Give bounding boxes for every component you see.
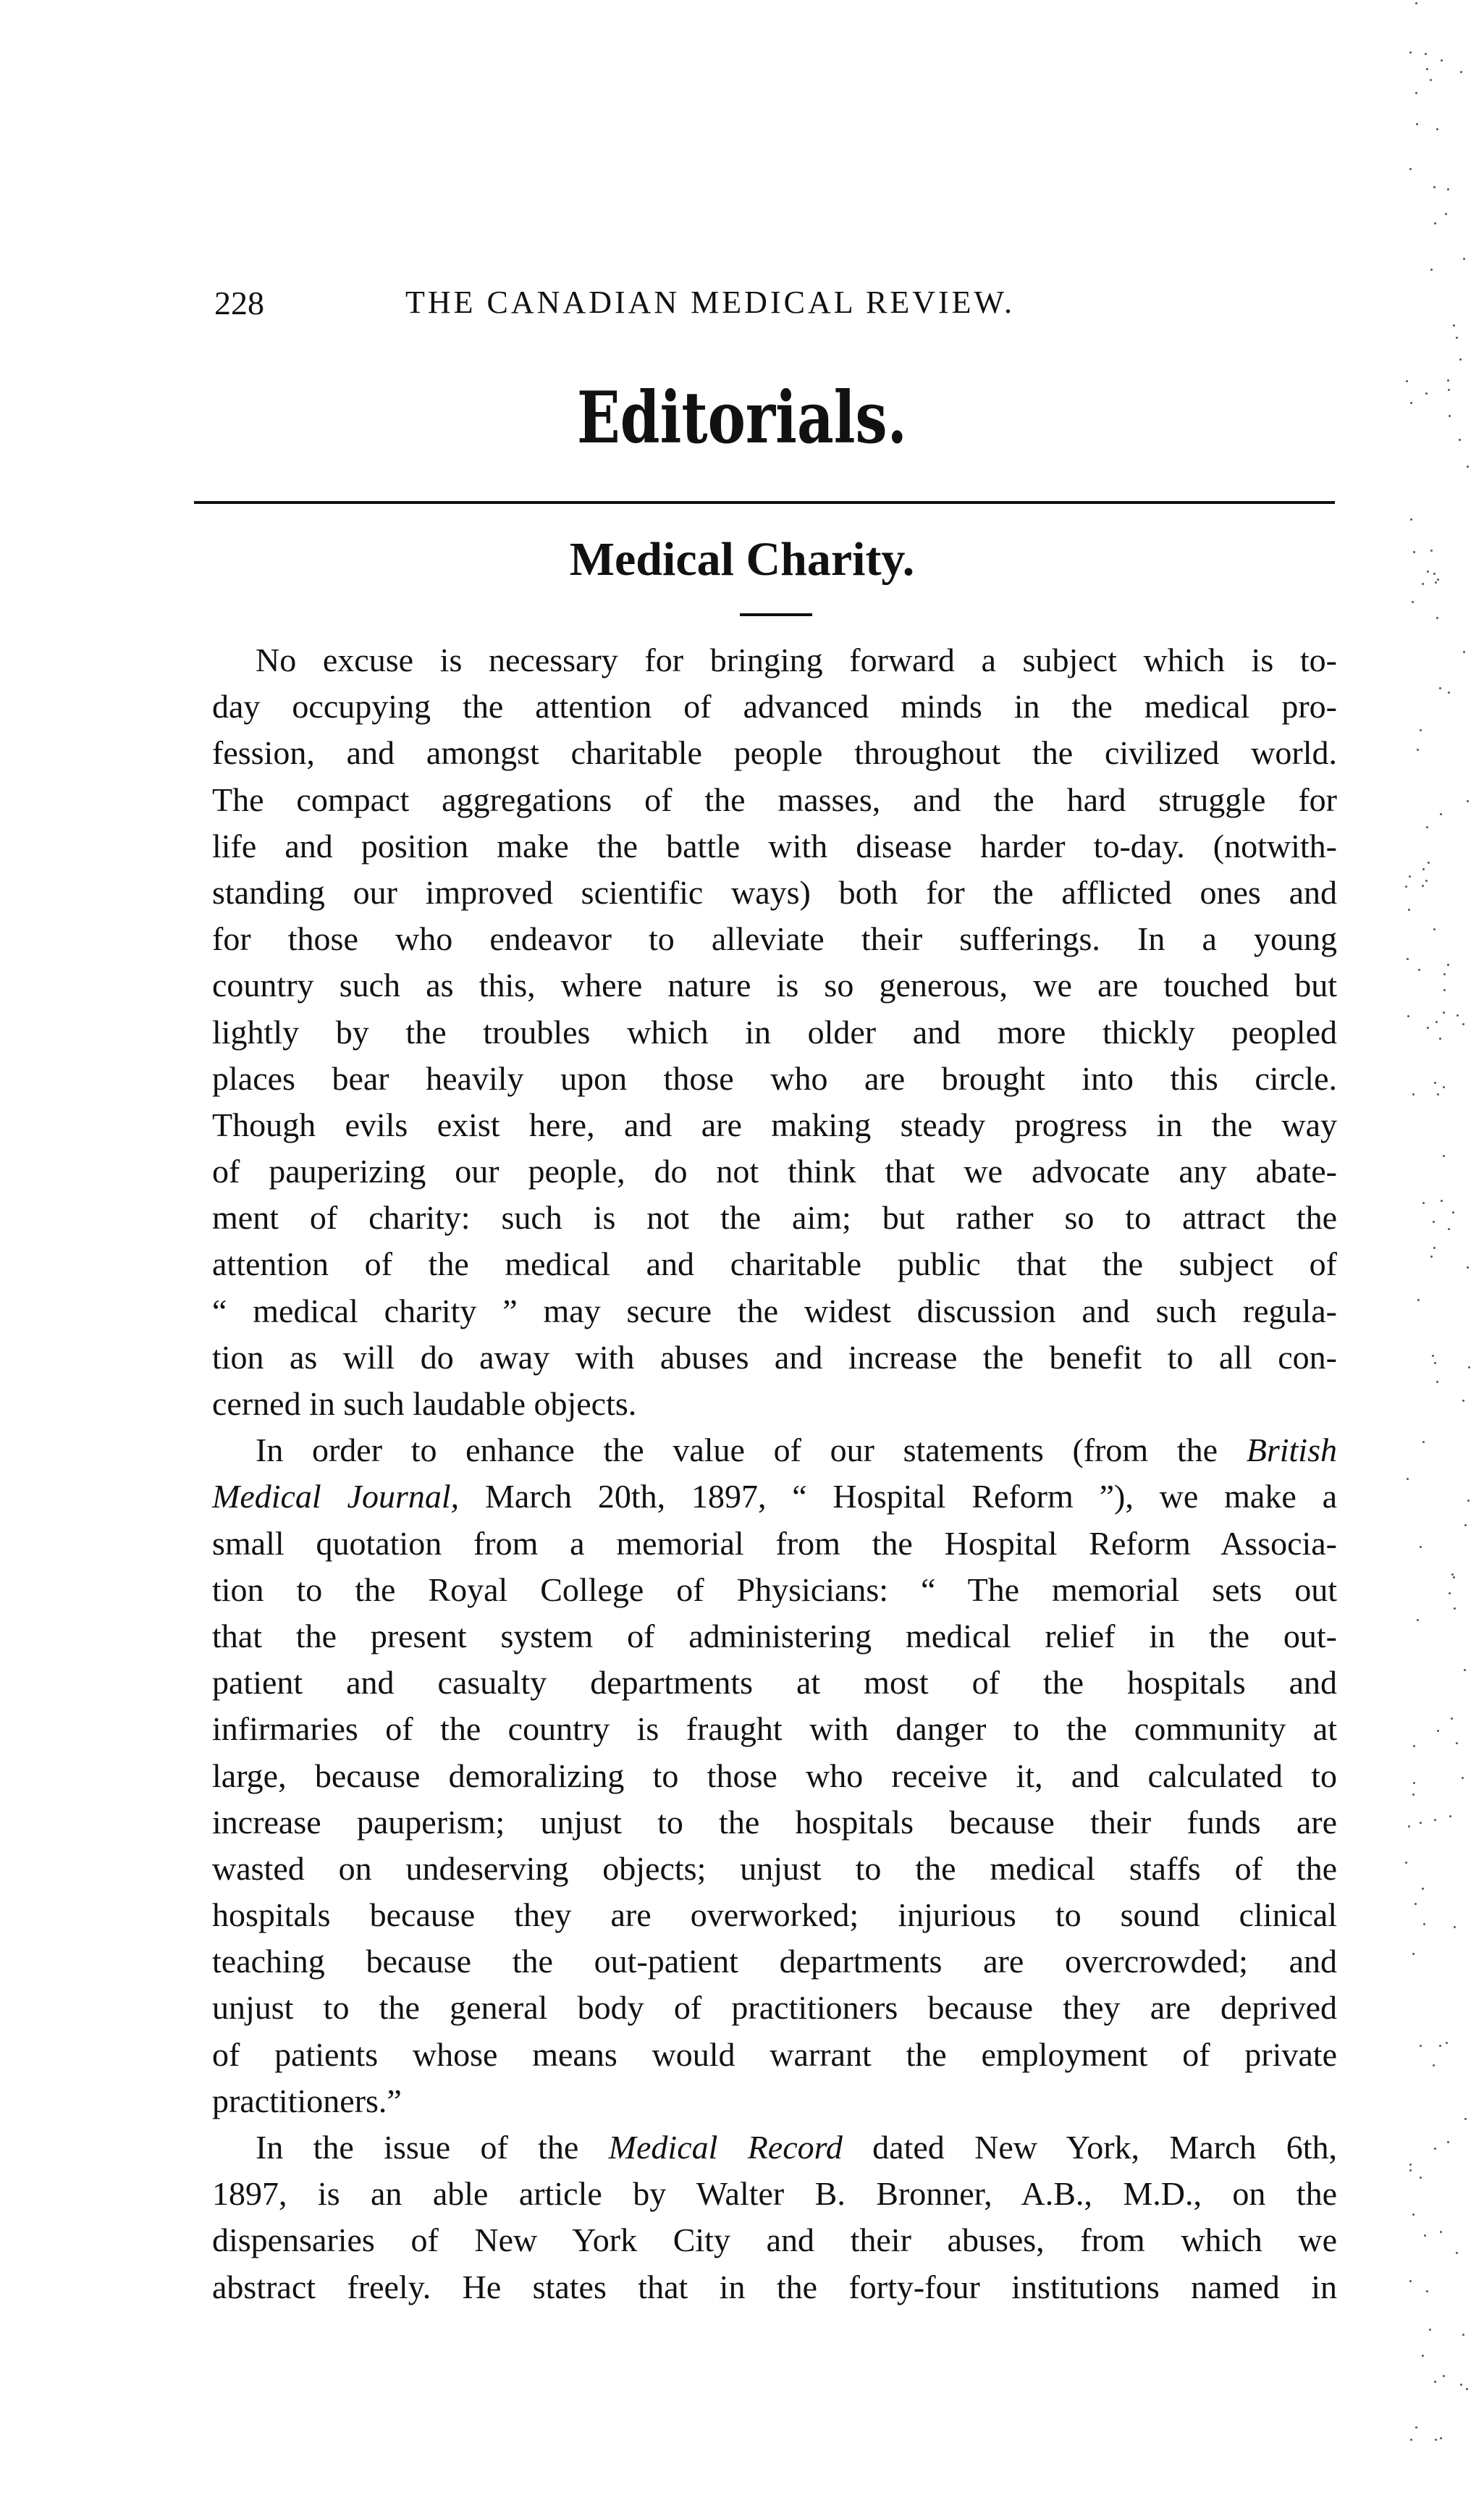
speck	[1425, 392, 1428, 395]
speck	[1434, 2381, 1436, 2383]
speck	[1462, 2334, 1464, 2336]
section-title: Editorials.	[577, 377, 907, 460]
text-segment: places bear heavily upon those who are brought into this circle.	[212, 1059, 1337, 1097]
speck	[1430, 79, 1432, 81]
speck	[1435, 2439, 1437, 2441]
text-line	[212, 1241, 1337, 1287]
speck	[1428, 862, 1430, 864]
speck	[1451, 1717, 1453, 1720]
speck	[1422, 1202, 1425, 1204]
speck	[1439, 687, 1441, 689]
speck	[1420, 1822, 1422, 1824]
italic-text: British	[1246, 1431, 1337, 1469]
text-segment: life and position make the battle with disease harder to-day. (notwith-	[212, 827, 1337, 865]
speck	[1449, 415, 1451, 417]
speck	[1405, 1862, 1407, 1864]
speck	[1447, 379, 1449, 382]
speck	[1440, 813, 1442, 815]
section-divider	[194, 501, 1335, 504]
speck	[1435, 1021, 1438, 1023]
speck	[1443, 1086, 1445, 1088]
speck	[1405, 886, 1407, 888]
speck	[1440, 2437, 1442, 2439]
speck	[1433, 1247, 1435, 1249]
text-line	[212, 684, 1337, 730]
text-line	[212, 823, 1337, 870]
text-segment: large, because demoralizing to those who receive it, and calculated to	[212, 1757, 1337, 1794]
speck	[1423, 1923, 1425, 1925]
speck	[1415, 2426, 1417, 2429]
text-line	[212, 1799, 1337, 1846]
speck	[1466, 2388, 1468, 2390]
speck	[1408, 1825, 1410, 1828]
text-line	[212, 916, 1337, 962]
page-number: 228	[214, 285, 264, 321]
text-line	[212, 962, 1337, 1009]
speck	[1409, 2164, 1412, 2166]
text-segment: patient and casualty departments at most of the hospitals and	[212, 1664, 1337, 1702]
speck	[1410, 2439, 1412, 2441]
title-divider	[740, 613, 812, 616]
speck	[1454, 1607, 1456, 1610]
speck	[1410, 402, 1412, 404]
speck	[1462, 1777, 1464, 1779]
speck	[1412, 1794, 1415, 1796]
text-segment: practitioners.”	[212, 2082, 402, 2119]
text-line	[212, 1567, 1337, 1613]
speck	[1468, 1366, 1470, 1368]
text-line	[212, 1056, 1337, 1102]
speck	[1449, 1592, 1451, 1594]
speck	[1427, 1027, 1429, 1029]
speck	[1420, 2045, 1422, 2047]
text-line	[212, 1660, 1337, 1706]
speck	[1439, 2045, 1441, 2047]
text-segment: dispensaries of New York City and their abuses, from which we	[212, 2221, 1337, 2259]
speck	[1467, 1266, 1469, 1269]
speck	[1412, 601, 1414, 603]
speck	[1422, 1441, 1425, 1443]
speck	[1437, 1093, 1439, 1096]
speck	[1440, 2231, 1442, 2233]
text-line	[212, 2124, 1337, 2171]
speck	[1417, 1299, 1420, 1301]
speck	[1447, 2141, 1449, 2143]
text-line	[212, 1427, 1337, 1473]
speck	[1447, 964, 1449, 966]
text-segment: 1897, is an able article by Walter B. Bronner, A.B., M.D., on the	[212, 2175, 1337, 2213]
text-segment: teaching because the out-patient departments are overcrowded; and	[212, 1943, 1337, 1980]
speck	[1443, 2375, 1445, 2377]
text-line	[212, 777, 1337, 823]
text-segment: tion as will do away with abuses and increase the benefit to all con-	[212, 1338, 1337, 1376]
text-line	[212, 1009, 1337, 1056]
speck	[1436, 617, 1438, 619]
speck	[1422, 885, 1424, 887]
speck	[1441, 1200, 1443, 1202]
text-line	[212, 1521, 1337, 1567]
text-segment: hospitals because they are overworked; injurious to sound clinical	[212, 1896, 1337, 1934]
speck	[1426, 826, 1428, 828]
speck	[1459, 439, 1461, 441]
speck	[1433, 1221, 1435, 1223]
text-line	[212, 870, 1337, 916]
text-segment: cerned in such laudable objects.	[212, 1385, 637, 1422]
speck	[1426, 68, 1428, 70]
text-line	[212, 1381, 1337, 1427]
text-line	[212, 1102, 1337, 1148]
text-segment: infirmaries of the country is fraught with danger to the community at	[212, 1710, 1337, 1748]
speck	[1415, 92, 1417, 94]
speck	[1434, 2148, 1436, 2150]
speck	[1409, 2280, 1412, 2282]
text-line	[212, 1753, 1337, 1799]
speck	[1432, 1355, 1434, 1357]
text-line	[212, 1938, 1337, 1985]
speck	[1407, 958, 1409, 960]
text-segment: abstract freely. He states that in the forty-four institutions named in	[212, 2268, 1337, 2305]
speck	[1424, 2234, 1426, 2237]
speck	[1425, 880, 1428, 882]
speck	[1456, 337, 1458, 339]
speck	[1407, 1478, 1409, 1480]
article-title: Medical Charity.	[569, 533, 915, 586]
text-line	[212, 1846, 1337, 1892]
speck	[1417, 1619, 1419, 1621]
text-segment: In the issue of the	[256, 2129, 609, 2166]
speck	[1441, 59, 1443, 62]
text-line	[212, 2078, 1337, 2124]
speck	[1418, 969, 1420, 971]
text-line	[212, 1195, 1337, 1241]
speck	[1449, 1815, 1451, 1817]
text-line	[212, 1288, 1337, 1334]
text-segment: dated New York, March 6th,	[842, 2129, 1338, 2166]
speck	[1451, 1573, 1454, 1576]
speck	[1453, 1576, 1455, 1578]
speck	[1439, 1038, 1441, 1040]
speck	[1448, 389, 1450, 391]
text-line	[212, 2032, 1337, 2078]
speck	[1456, 2252, 1458, 2254]
speck	[1422, 868, 1425, 870]
text-segment: “ medical charity ” may secure the widest discussion and such regula-	[212, 1292, 1337, 1329]
speck	[1410, 518, 1412, 521]
speck	[1436, 128, 1438, 130]
speck	[1434, 1819, 1436, 1821]
text-segment: small quotation from a memorial from the Hospital Reform Associa-	[212, 1524, 1337, 1562]
speck	[1436, 1381, 1438, 1383]
speck	[1467, 466, 1469, 468]
speck	[1462, 1023, 1464, 1025]
speck	[1422, 1888, 1424, 1890]
speck	[1427, 571, 1429, 573]
speck	[1463, 258, 1465, 260]
text-segment: The compact aggregations of the masses, and the hard struggle for	[212, 781, 1337, 818]
text-segment: increase pauperism; unjust to the hospitals because their funds are	[212, 1803, 1337, 1841]
text-segment: standing our improved scientific ways) both for the afflicted ones and	[212, 873, 1337, 911]
text-segment: lightly by the troubles which in older and more thickly peopled	[212, 1013, 1337, 1051]
text-line	[212, 2264, 1337, 2311]
speck	[1429, 2329, 1431, 2331]
speck	[1467, 1500, 1470, 1502]
speck	[1464, 1524, 1467, 1526]
speck	[1420, 1546, 1422, 1548]
speck	[1460, 71, 1462, 73]
speck	[1443, 989, 1446, 991]
speck	[1408, 909, 1410, 911]
speck	[1430, 269, 1433, 271]
italic-text: Medical Record	[608, 2129, 843, 2166]
speck	[1409, 875, 1411, 878]
speck	[1420, 729, 1422, 731]
text-segment: that the present system of administering medical relief in the out-	[212, 1617, 1337, 1654]
text-segment: March 20th, 1897, “ Hospital Reform ”), we make a	[459, 1478, 1338, 1515]
speck	[1447, 188, 1449, 190]
speck	[1434, 1082, 1436, 1084]
text-line	[212, 1706, 1337, 1752]
text-line	[212, 1148, 1337, 1195]
speck	[1433, 928, 1435, 930]
speck	[1420, 2177, 1422, 2179]
speck	[1422, 583, 1424, 585]
running-title: THE CANADIAN MEDICAL REVIEW.	[405, 285, 1015, 320]
text-line	[212, 637, 1337, 684]
speck	[1456, 1014, 1459, 1017]
text-segment: for those who endeavor to alleviate their sufferings. In a young	[212, 920, 1337, 958]
text-line	[212, 1473, 1337, 1520]
speck	[1416, 123, 1418, 125]
text-line	[212, 2217, 1337, 2263]
article-body	[212, 637, 1337, 2311]
text-line	[212, 1334, 1337, 1381]
speck	[1415, 2, 1417, 4]
text-line	[212, 1985, 1337, 2031]
speck	[1412, 1953, 1415, 1955]
speck	[1406, 380, 1408, 382]
text-segment: No excuse is necessary for bringing forward a subject which is to-	[256, 642, 1337, 678]
speck	[1409, 51, 1412, 54]
speck	[1433, 573, 1435, 575]
speck	[1460, 2384, 1462, 2386]
speck	[1452, 1211, 1454, 1214]
text-line	[212, 730, 1337, 776]
speck	[1437, 1730, 1439, 1732]
speck	[1445, 213, 1447, 215]
speck	[1454, 1926, 1456, 1928]
text-segment: tion to the Royal College of Physicians: “ The memorial sets out	[212, 1571, 1337, 1608]
speck	[1433, 2064, 1435, 2066]
text-segment: fession, and amongst charitable people throughout the civilized world.	[212, 734, 1337, 772]
speck	[1422, 2355, 1424, 2357]
text-segment: of patients whose means would warrant the employment of private	[212, 2035, 1337, 2073]
text-segment: Though evils exist here, and are making steady progress in the way	[212, 1106, 1337, 1143]
speck	[1453, 324, 1455, 327]
speck	[1415, 1903, 1417, 1905]
text-segment: ment of charity: such is not the aim; but rather so to attract the	[212, 1199, 1337, 1237]
text-segment: wasted on undeserving objects; unjust to the medical staffs of the	[212, 1849, 1337, 1887]
speck	[1434, 222, 1436, 224]
text-segment: In order to enhance the value of our statements (from the	[256, 1431, 1247, 1469]
speck	[1433, 186, 1435, 188]
speck	[1413, 1782, 1415, 1784]
speck	[1446, 2042, 1448, 2044]
speck	[1426, 2290, 1428, 2292]
speck	[1456, 1742, 1458, 1744]
speck	[1407, 1015, 1409, 1017]
speck	[1443, 973, 1446, 975]
speck	[1443, 1012, 1445, 1014]
speck	[1434, 1362, 1436, 1364]
text-line	[212, 1613, 1337, 1660]
speck	[1448, 691, 1450, 694]
speck	[1409, 168, 1412, 170]
speck	[1430, 1256, 1433, 1258]
speck	[1462, 1400, 1464, 1402]
speck	[1464, 1669, 1466, 1671]
speck	[1464, 2118, 1467, 2120]
speck	[1412, 1093, 1415, 1096]
speck	[1459, 358, 1462, 361]
text-line	[212, 2171, 1337, 2217]
speck	[1463, 651, 1465, 653]
text-segment: of pauperizing our people, do not think that we advocate any abate-	[212, 1153, 1337, 1190]
speck	[1409, 2169, 1412, 2171]
italic-text: Medical Journal,	[212, 1478, 460, 1515]
text-segment: day occupying the attention of advanced minds in the medical pro-	[212, 688, 1337, 726]
text-segment: attention of the medical and charitable public that the subject of	[212, 1245, 1337, 1283]
speck	[1417, 749, 1419, 751]
speck	[1443, 1155, 1445, 1157]
speck	[1467, 800, 1469, 802]
text-segment: country such as this, where nature is so generous, we are touched but	[212, 967, 1337, 1004]
speck	[1448, 1228, 1450, 1230]
speck	[1412, 2213, 1415, 2216]
text-segment: unjust to the general body of practitioners because they are deprived	[212, 1989, 1337, 2027]
speck	[1425, 53, 1427, 55]
text-line	[212, 1892, 1337, 1938]
speck	[1413, 1745, 1415, 1747]
